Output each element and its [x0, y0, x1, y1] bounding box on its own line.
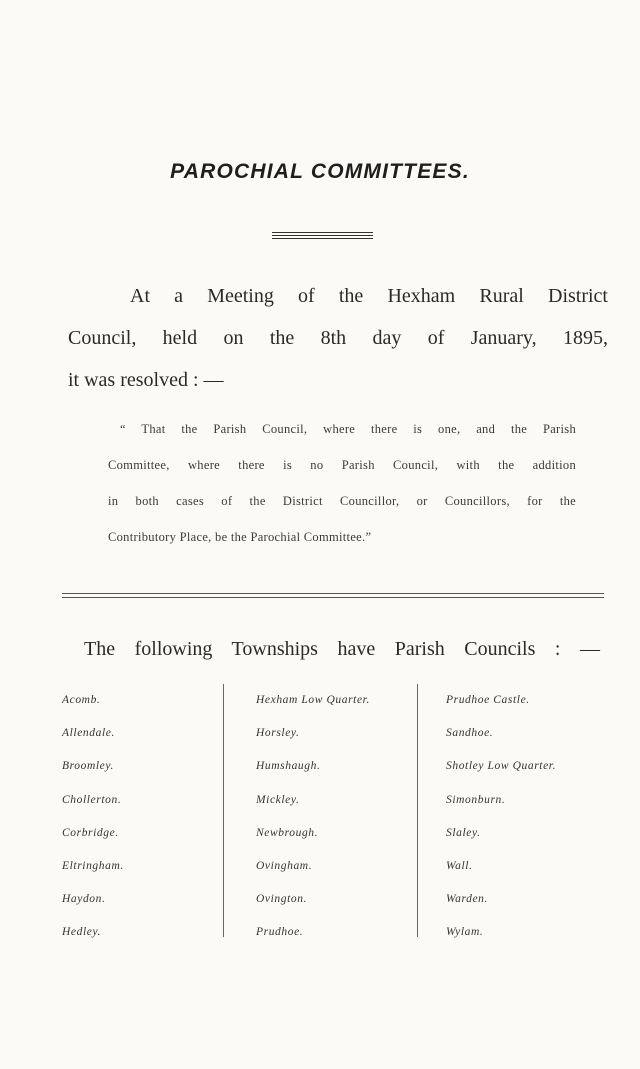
resolution-line: “ That the Parish Council, where there is one, and the Parish [120, 422, 576, 436]
resolution-line: in both cases of the District Councillor, or Councillors, for the [108, 494, 576, 508]
township-item: Acomb. [62, 694, 101, 706]
township-item: Newbrough. [256, 826, 319, 839]
township-item: Eltringham. [62, 859, 124, 872]
section-divider [62, 597, 604, 598]
township-item: Humshaugh. [256, 760, 321, 773]
intro-line: Council, held on the 8th day of January, 1895, [68, 327, 608, 349]
resolution-line: Committee, where there is no Parish Council, with the addition [108, 458, 576, 472]
township-item: Hexham Low Quarter. [256, 694, 370, 706]
township-item: Slaley. [446, 826, 481, 839]
township-item: Shotley Low Quarter. [446, 760, 557, 773]
townships-column-2 [256, 692, 370, 958]
township-item: Ovingham. [256, 859, 313, 872]
title-ornament-rule [272, 235, 373, 236]
township-item: Wall. [446, 859, 473, 872]
intro-line: At a Meeting of the Hexham Rural District [130, 285, 608, 307]
township-item: Prudhoe Castle. [446, 694, 530, 706]
intro-paragraph [68, 275, 608, 401]
section-divider [62, 593, 604, 594]
township-item: Allendale. [62, 727, 115, 740]
township-item: Chollerton. [62, 793, 122, 806]
title-ornament-rule [272, 232, 373, 233]
townships-column-3 [446, 692, 556, 958]
page-title: PAROCHIAL COMMITTEES. [170, 160, 470, 183]
resolution-quote [108, 411, 576, 555]
intro-line: it was resolved : — [68, 369, 224, 391]
resolution-line: Contributory Place, be the Parochial Committee.” [108, 530, 372, 544]
township-item: Simonburn. [446, 793, 506, 806]
township-item: Corbridge. [62, 826, 119, 839]
township-item: Sandhoe. [446, 727, 494, 740]
township-item: Horsley. [256, 727, 300, 740]
township-item: Ovington. [256, 893, 308, 906]
title-ornament-rule [272, 238, 373, 239]
township-item: Warden. [446, 893, 489, 906]
township-item: Prudhoe. [256, 926, 304, 939]
column-divider [417, 684, 418, 937]
townships-heading: The following Townships have Parish Councils : — [84, 638, 600, 660]
township-item: Wylam. [446, 926, 484, 939]
column-divider [223, 684, 224, 937]
township-item: Broomley. [62, 760, 114, 773]
township-item: Haydon. [62, 893, 106, 906]
township-item: Hedley. [62, 926, 102, 939]
township-item: Mickley. [256, 793, 300, 806]
townships-column-1 [62, 692, 124, 958]
